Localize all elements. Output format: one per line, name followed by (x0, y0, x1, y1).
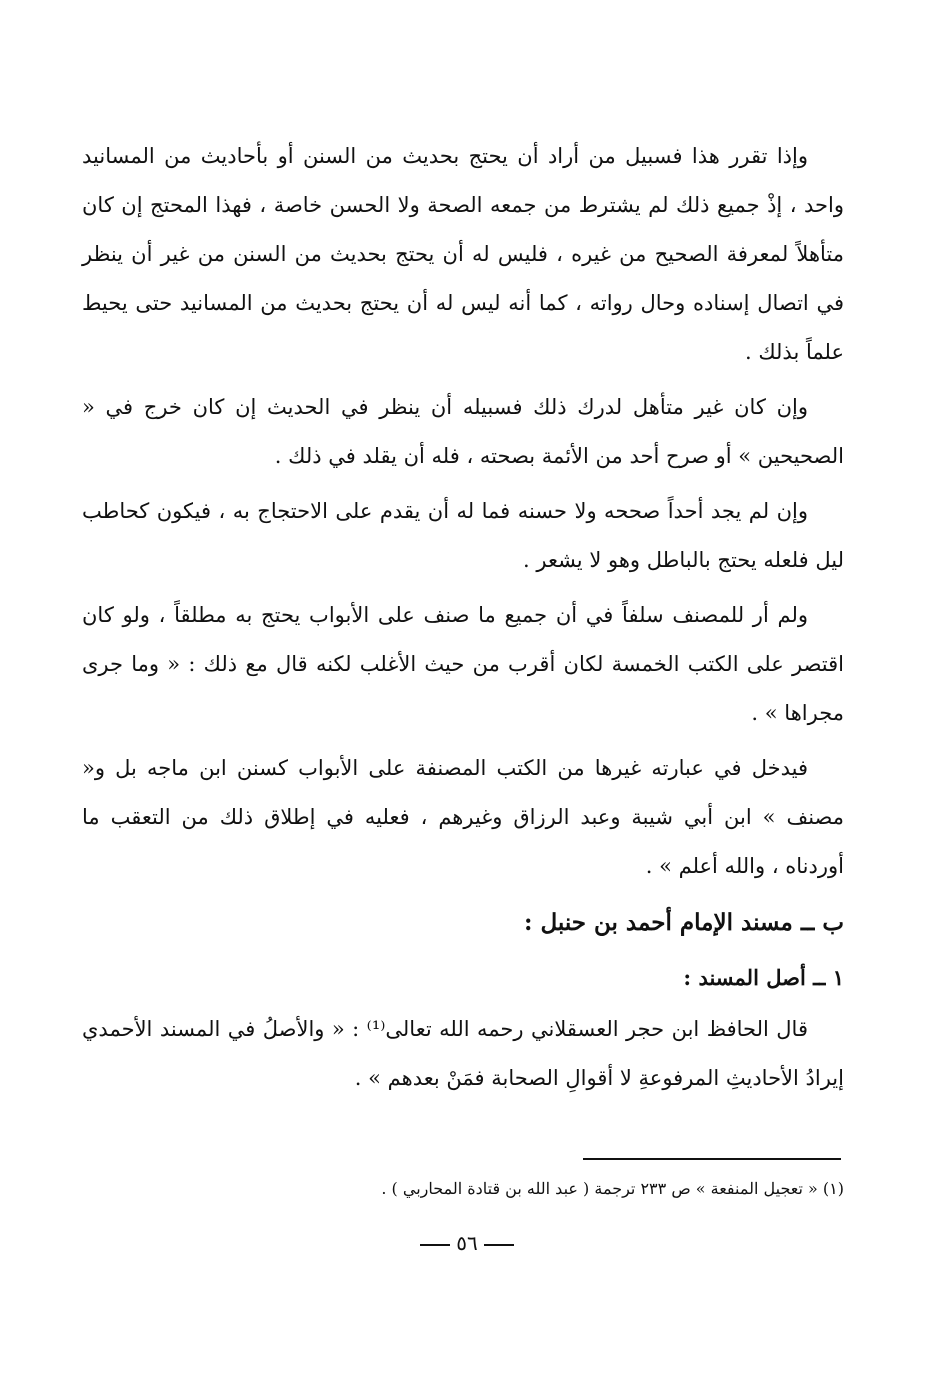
footnote-separator (583, 1158, 841, 1160)
quote-paragraph: قال الحافظ ابن حجر العسقلاني رحمه الله تعالى⁽¹⁾ : « والأصلُ في المسند الأحمدي إيرادُ الأحاديثِ المرفوعةِ لا أقوالِ الصحابة فمَنْ بعدهم » . (82, 1017, 844, 1090)
paragraph-5: فيدخل في عبارته غيرها من الكتب المصنفة على الأبواب كسنن ابن ماجه بل و« مصنف » ابن أبي شيبة وعبد الرزاق وغيرهم ، فعليه في إطلاق ذلك من التعقب ما أوردناه ، والله أعلم » . (82, 756, 844, 878)
paragraph-1: وإذا تقرر هذا فسبيل من أراد أن يحتج بحديث من السنن أو بأحاديث من المسانيد واحد ، إذْ جميع ذلك لم يشترط من جمعه الصحة ولا الحسن خاصة ، فهذا المحتج إن كان متأهلاً لمعرفة الصحيح من غيره ، فليس له أن يحتج بحديث من السنن من غير أن ينظر في اتصال إسناده وحال رواته ، كما أنه ليس له أن يحتج بحديث من المسانيد حتى يحيط علماً بذلك . (82, 144, 844, 364)
page-number: ٥٦ (456, 1231, 478, 1255)
section-heading: ب ــ مسند الإمام أحمد بن حنبل : (523, 909, 844, 936)
page-number-area (0, 1228, 934, 1258)
page-number-dash-left (420, 1244, 450, 1246)
paragraph-3: وإن لم يجد أحداً صححه ولا حسنه فما له أن يقدم على الاحتجاج به ، فيكون كحاطب ليل فلعله يحتج بالباطل وهو لا يشعر . (82, 499, 844, 572)
main-text (82, 132, 844, 1109)
paragraph-4: ولم أر للمصنف سلفاً في أن جميع ما صنف على الأبواب يحتج به مطلقاً ، ولو كان اقتصر على الكتب الخمسة لكان أقرب من حيث الأغلب لكنه قال مع ذلك : « وما جرى مجراها » . (82, 603, 844, 725)
subsection-heading: ١ ــ أصل المسند : (683, 965, 844, 990)
page-number-dash-right (484, 1244, 514, 1246)
footnote: (١) « تعجيل المنفعة » ص ٢٣٣ ترجمة ( عبد الله بن قتادة المحاربي ) . (381, 1179, 844, 1198)
paragraph-2: وإن كان غير متأهل لدرك ذلك فسبيله أن ينظر في الحديث إن كان خرج في « الصحيحين » أو صرح أحد من الأئمة بصحته ، فله أن يقلد في ذلك . (82, 395, 844, 468)
